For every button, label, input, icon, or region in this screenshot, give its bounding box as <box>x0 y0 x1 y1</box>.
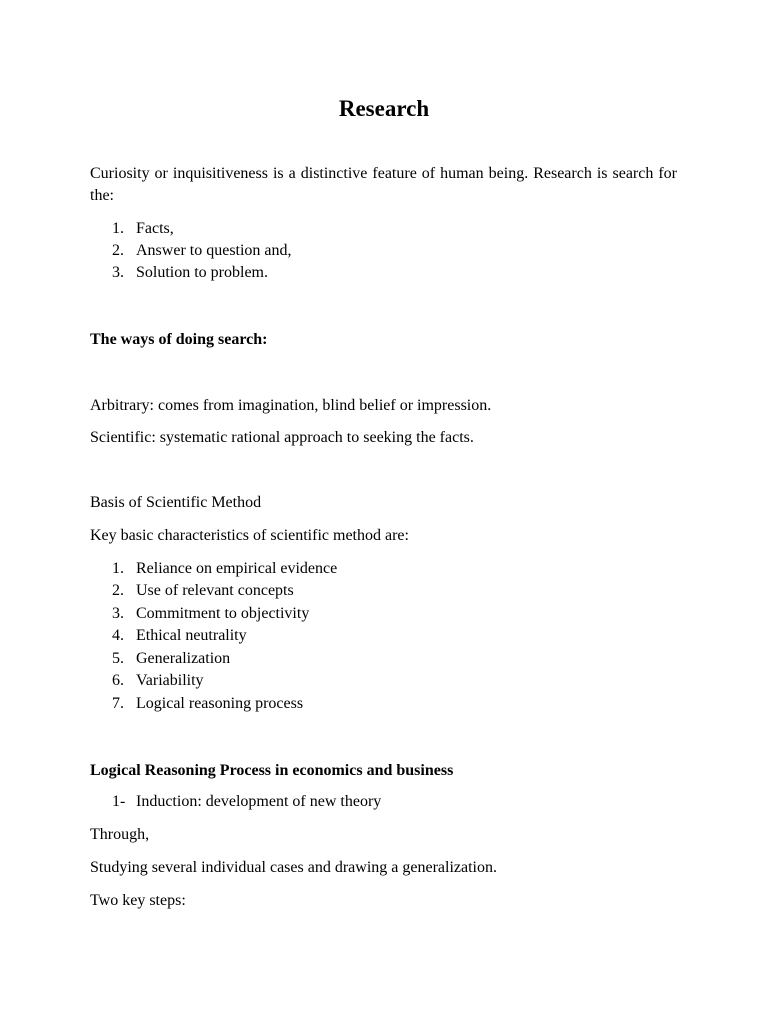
through-paragraph: Through, <box>90 826 150 843</box>
list-number: 1. <box>112 560 124 577</box>
list-text: Reliance on empirical evidence <box>136 560 338 577</box>
list-text: Commitment to objectivity <box>136 605 310 622</box>
studying-paragraph: Studying several individual cases and drawing a generalization. <box>90 859 497 876</box>
list-text: Logical reasoning process <box>136 695 304 712</box>
list-number: 5. <box>112 650 124 667</box>
list-item <box>112 625 247 647</box>
list-text: Induction: development of new theory <box>136 793 382 810</box>
ways-heading: The ways of doing search: <box>90 331 268 348</box>
basis-heading: Basis of Scientific Method <box>90 494 262 511</box>
list-number: 7. <box>112 695 124 712</box>
list-text: Use of relevant concepts <box>136 582 294 599</box>
list-number: 2. <box>112 242 124 259</box>
list-item <box>112 218 174 240</box>
two-steps-paragraph: Two key steps: <box>90 892 186 909</box>
list-item <box>112 580 294 602</box>
key-characteristics-paragraph: Key basic characteristics of scientific method are: <box>90 527 409 544</box>
list-text: Ethical neutrality <box>136 627 247 644</box>
list-text: Answer to question and, <box>136 242 292 259</box>
list-number: 1. <box>112 220 124 237</box>
list-item <box>112 240 292 262</box>
list-number: 1- <box>112 793 126 810</box>
list-number: 2. <box>112 582 124 599</box>
list-item <box>112 791 381 813</box>
arbitrary-paragraph: Arbitrary: comes from imagination, blind belief or impression. <box>90 397 492 414</box>
list-item <box>112 693 303 715</box>
list-number: 3. <box>112 605 124 622</box>
logical-reasoning-heading: Logical Reasoning Process in economics and business <box>90 762 454 779</box>
list-item <box>112 558 337 580</box>
list-text: Generalization <box>136 650 231 667</box>
list-item <box>112 648 230 670</box>
list-text: Solution to problem. <box>136 264 268 281</box>
list-text: Facts, <box>136 220 174 237</box>
list-number: 4. <box>112 627 124 644</box>
list-item <box>112 262 268 284</box>
list-number: 3. <box>112 264 124 281</box>
page-title: Research <box>338 96 430 121</box>
list-item <box>112 670 204 692</box>
list-text: Variability <box>136 672 204 689</box>
list-number: 6. <box>112 672 124 689</box>
intro-paragraph: Curiosity or inquisitiveness is a distinctive feature of human being. Research is search for the: <box>90 165 677 204</box>
list-item <box>112 603 309 625</box>
scientific-paragraph: Scientific: systematic rational approach to seeking the facts. <box>90 429 474 446</box>
